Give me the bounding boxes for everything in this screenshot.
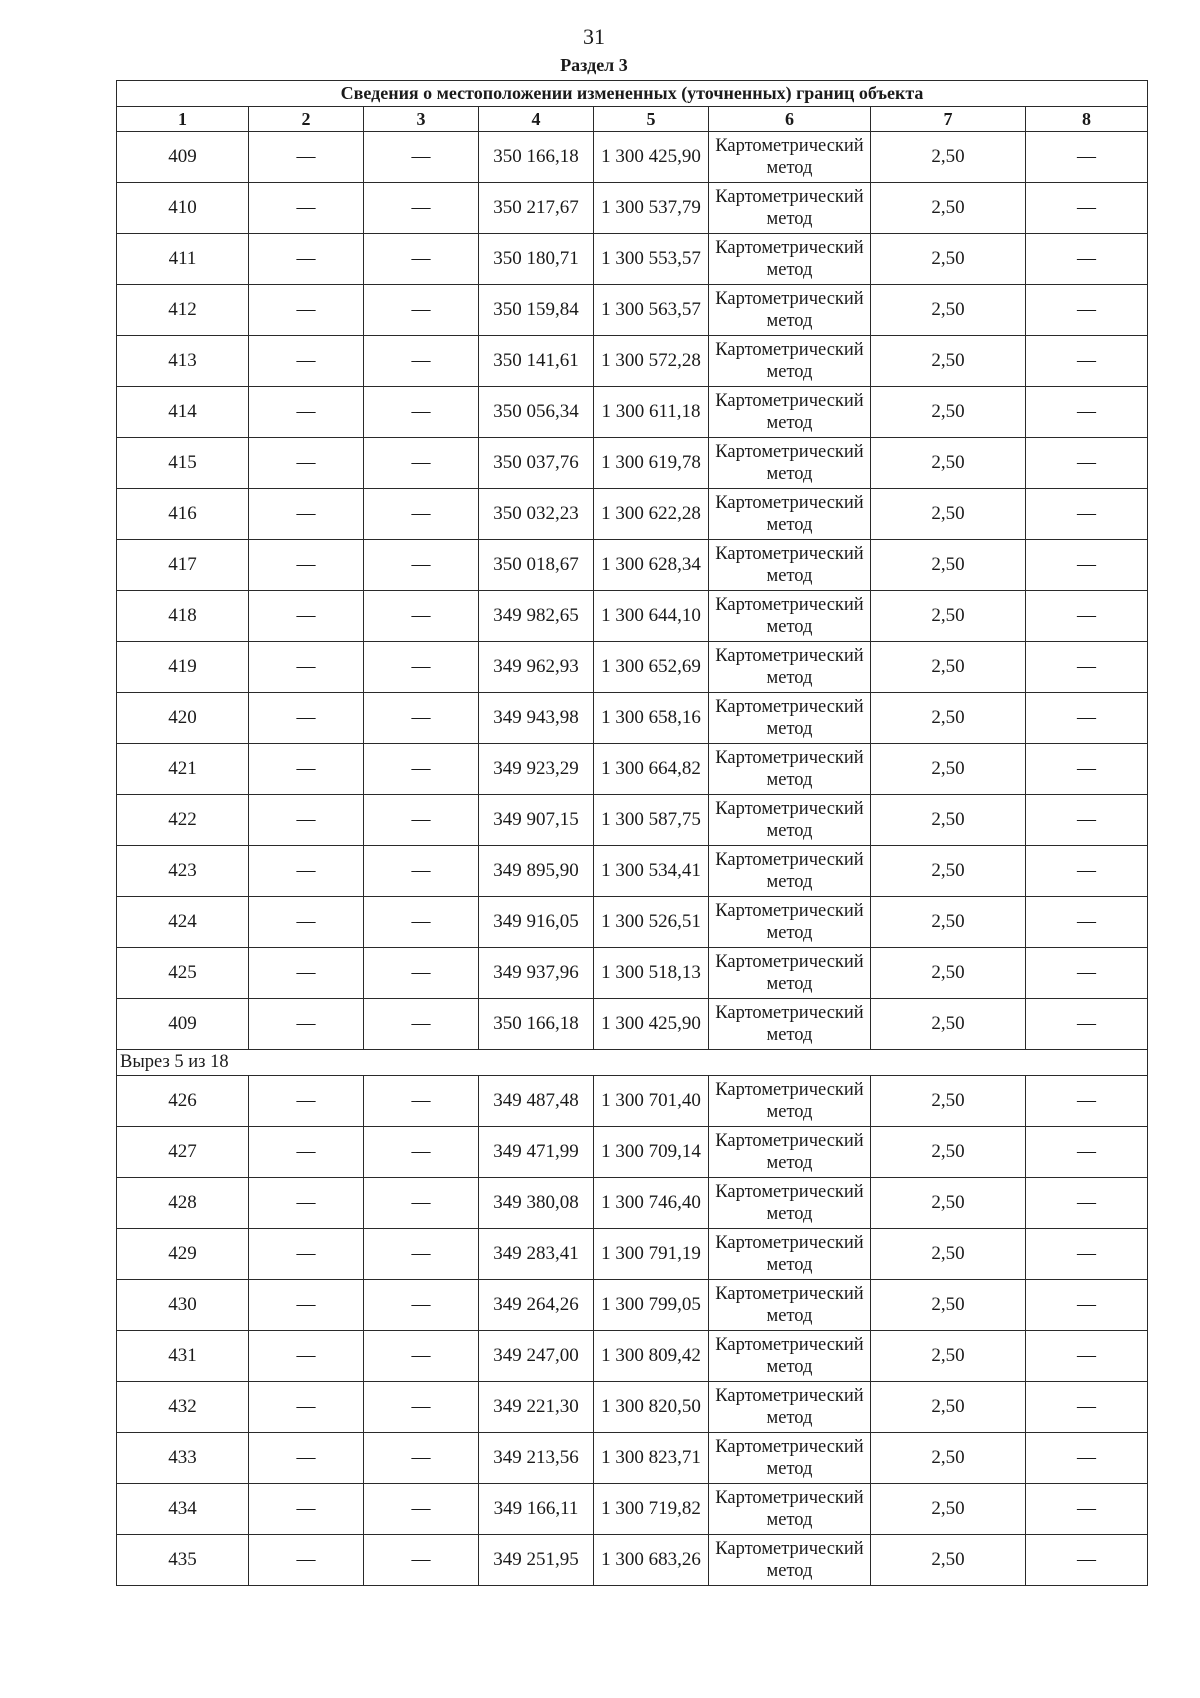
col2-cell: —	[249, 1178, 364, 1229]
method-cell: Картометрический метод	[709, 1331, 871, 1382]
point-number-cell: 433	[117, 1433, 249, 1484]
method-cell: Картометрический метод	[709, 1076, 871, 1127]
table-row	[117, 999, 1148, 1050]
point-number-cell: 417	[117, 540, 249, 591]
x-coordinate-cell: 349 221,30	[479, 1382, 594, 1433]
accuracy-cell: 2,50	[871, 387, 1026, 438]
col3-cell: —	[364, 693, 479, 744]
accuracy-cell: 2,50	[871, 1484, 1026, 1535]
accuracy-cell: 2,50	[871, 1076, 1026, 1127]
col2-cell: —	[249, 744, 364, 795]
point-number-cell: 435	[117, 1535, 249, 1586]
table-row	[117, 1535, 1148, 1586]
table-row	[117, 642, 1148, 693]
column-header: 6	[709, 107, 871, 132]
x-coordinate-cell: 350 037,76	[479, 438, 594, 489]
x-coordinate-cell: 350 018,67	[479, 540, 594, 591]
table-row	[117, 948, 1148, 999]
accuracy-cell: 2,50	[871, 642, 1026, 693]
y-coordinate-cell: 1 300 664,82	[594, 744, 709, 795]
point-number-cell: 427	[117, 1127, 249, 1178]
accuracy-cell: 2,50	[871, 1433, 1026, 1484]
table-row	[117, 540, 1148, 591]
method-cell: Картометрический метод	[709, 744, 871, 795]
col3-cell: —	[364, 285, 479, 336]
table-row	[117, 1382, 1148, 1433]
y-coordinate-cell: 1 300 709,14	[594, 1127, 709, 1178]
table-title: Сведения о местоположении измененных (уточненных) границ объекта	[117, 81, 1148, 107]
x-coordinate-cell: 349 895,90	[479, 846, 594, 897]
col8-cell: —	[1026, 846, 1148, 897]
y-coordinate-cell: 1 300 518,13	[594, 948, 709, 999]
point-number-cell: 418	[117, 591, 249, 642]
method-cell: Картометрический метод	[709, 591, 871, 642]
accuracy-cell: 2,50	[871, 1535, 1026, 1586]
x-coordinate-cell: 350 032,23	[479, 489, 594, 540]
col8-cell: —	[1026, 1127, 1148, 1178]
col2-cell: —	[249, 1127, 364, 1178]
y-coordinate-cell: 1 300 553,57	[594, 234, 709, 285]
x-coordinate-cell: 349 487,48	[479, 1076, 594, 1127]
x-coordinate-cell: 349 962,93	[479, 642, 594, 693]
col2-cell: —	[249, 1535, 364, 1586]
col2-cell: —	[249, 1076, 364, 1127]
col8-cell: —	[1026, 489, 1148, 540]
col8-cell: —	[1026, 540, 1148, 591]
table-row	[117, 846, 1148, 897]
col8-cell: —	[1026, 1382, 1148, 1433]
table-row	[117, 1178, 1148, 1229]
col8-cell: —	[1026, 387, 1148, 438]
table-row	[117, 132, 1148, 183]
y-coordinate-cell: 1 300 683,26	[594, 1535, 709, 1586]
x-coordinate-cell: 350 159,84	[479, 285, 594, 336]
point-number-cell: 414	[117, 387, 249, 438]
method-cell: Картометрический метод	[709, 132, 871, 183]
col2-cell: —	[249, 1484, 364, 1535]
col8-cell: —	[1026, 183, 1148, 234]
col8-cell: —	[1026, 285, 1148, 336]
col3-cell: —	[364, 132, 479, 183]
table-row	[117, 744, 1148, 795]
y-coordinate-cell: 1 300 587,75	[594, 795, 709, 846]
method-cell: Картометрический метод	[709, 489, 871, 540]
y-coordinate-cell: 1 300 823,71	[594, 1433, 709, 1484]
cutout-section-row	[117, 1050, 1148, 1076]
col2-cell: —	[249, 642, 364, 693]
accuracy-cell: 2,50	[871, 132, 1026, 183]
x-coordinate-cell: 349 937,96	[479, 948, 594, 999]
method-cell: Картометрический метод	[709, 540, 871, 591]
method-cell: Картометрический метод	[709, 693, 871, 744]
col3-cell: —	[364, 336, 479, 387]
col3-cell: —	[364, 642, 479, 693]
col8-cell: —	[1026, 234, 1148, 285]
point-number-cell: 422	[117, 795, 249, 846]
column-header-row	[117, 107, 1148, 132]
col3-cell: —	[364, 438, 479, 489]
method-cell: Картометрический метод	[709, 1229, 871, 1280]
x-coordinate-cell: 349 916,05	[479, 897, 594, 948]
col2-cell: —	[249, 438, 364, 489]
col3-cell: —	[364, 1382, 479, 1433]
x-coordinate-cell: 349 471,99	[479, 1127, 594, 1178]
y-coordinate-cell: 1 300 652,69	[594, 642, 709, 693]
col2-cell: —	[249, 285, 364, 336]
col2-cell: —	[249, 489, 364, 540]
y-coordinate-cell: 1 300 622,28	[594, 489, 709, 540]
col2-cell: —	[249, 591, 364, 642]
column-header: 8	[1026, 107, 1148, 132]
col3-cell: —	[364, 744, 479, 795]
method-cell: Картометрический метод	[709, 846, 871, 897]
table-row	[117, 438, 1148, 489]
y-coordinate-cell: 1 300 799,05	[594, 1280, 709, 1331]
point-number-cell: 428	[117, 1178, 249, 1229]
col3-cell: —	[364, 999, 479, 1050]
point-number-cell: 409	[117, 132, 249, 183]
x-coordinate-cell: 350 217,67	[479, 183, 594, 234]
col2-cell: —	[249, 183, 364, 234]
column-header: 4	[479, 107, 594, 132]
accuracy-cell: 2,50	[871, 336, 1026, 387]
col3-cell: —	[364, 795, 479, 846]
accuracy-cell: 2,50	[871, 795, 1026, 846]
col3-cell: —	[364, 846, 479, 897]
y-coordinate-cell: 1 300 746,40	[594, 1178, 709, 1229]
col8-cell: —	[1026, 591, 1148, 642]
col2-cell: —	[249, 948, 364, 999]
col8-cell: —	[1026, 1433, 1148, 1484]
col8-cell: —	[1026, 1076, 1148, 1127]
col8-cell: —	[1026, 1178, 1148, 1229]
col2-cell: —	[249, 132, 364, 183]
x-coordinate-cell: 350 180,71	[479, 234, 594, 285]
table-row	[117, 285, 1148, 336]
col3-cell: —	[364, 234, 479, 285]
point-number-cell: 412	[117, 285, 249, 336]
accuracy-cell: 2,50	[871, 489, 1026, 540]
x-coordinate-cell: 350 166,18	[479, 132, 594, 183]
col2-cell: —	[249, 795, 364, 846]
col2-cell: —	[249, 1433, 364, 1484]
accuracy-cell: 2,50	[871, 540, 1026, 591]
accuracy-cell: 2,50	[871, 1127, 1026, 1178]
x-coordinate-cell: 349 923,29	[479, 744, 594, 795]
col8-cell: —	[1026, 795, 1148, 846]
col8-cell: —	[1026, 1484, 1148, 1535]
x-coordinate-cell: 349 213,56	[479, 1433, 594, 1484]
col2-cell: —	[249, 693, 364, 744]
accuracy-cell: 2,50	[871, 1229, 1026, 1280]
y-coordinate-cell: 1 300 534,41	[594, 846, 709, 897]
col3-cell: —	[364, 540, 479, 591]
col8-cell: —	[1026, 438, 1148, 489]
x-coordinate-cell: 349 907,15	[479, 795, 594, 846]
point-number-cell: 413	[117, 336, 249, 387]
table-row	[117, 489, 1148, 540]
col3-cell: —	[364, 1484, 479, 1535]
col2-cell: —	[249, 1229, 364, 1280]
y-coordinate-cell: 1 300 658,16	[594, 693, 709, 744]
method-cell: Картометрический метод	[709, 285, 871, 336]
col8-cell: —	[1026, 1331, 1148, 1382]
col2-cell: —	[249, 387, 364, 438]
table-row	[117, 897, 1148, 948]
column-header: 1	[117, 107, 249, 132]
y-coordinate-cell: 1 300 563,57	[594, 285, 709, 336]
x-coordinate-cell: 350 056,34	[479, 387, 594, 438]
x-coordinate-cell: 349 943,98	[479, 693, 594, 744]
col8-cell: —	[1026, 336, 1148, 387]
column-header: 2	[249, 107, 364, 132]
x-coordinate-cell: 350 141,61	[479, 336, 594, 387]
point-number-cell: 430	[117, 1280, 249, 1331]
column-header: 3	[364, 107, 479, 132]
table-row	[117, 183, 1148, 234]
y-coordinate-cell: 1 300 425,90	[594, 132, 709, 183]
table-row	[117, 1433, 1148, 1484]
y-coordinate-cell: 1 300 820,50	[594, 1382, 709, 1433]
table-row	[117, 795, 1148, 846]
y-coordinate-cell: 1 300 791,19	[594, 1229, 709, 1280]
col3-cell: —	[364, 489, 479, 540]
col3-cell: —	[364, 1178, 479, 1229]
table-body	[117, 81, 1148, 1586]
accuracy-cell: 2,50	[871, 183, 1026, 234]
col8-cell: —	[1026, 948, 1148, 999]
cutout-section-label: Вырез 5 из 18	[117, 1050, 1148, 1076]
col3-cell: —	[364, 1127, 479, 1178]
col8-cell: —	[1026, 744, 1148, 795]
x-coordinate-cell: 349 251,95	[479, 1535, 594, 1586]
accuracy-cell: 2,50	[871, 846, 1026, 897]
col2-cell: —	[249, 234, 364, 285]
col2-cell: —	[249, 1382, 364, 1433]
col3-cell: —	[364, 1280, 479, 1331]
accuracy-cell: 2,50	[871, 1280, 1026, 1331]
table-row	[117, 1127, 1148, 1178]
page-number: 31	[583, 24, 605, 49]
method-cell: Картометрический метод	[709, 642, 871, 693]
method-cell: Картометрический метод	[709, 387, 871, 438]
col8-cell: —	[1026, 897, 1148, 948]
point-number-cell: 434	[117, 1484, 249, 1535]
method-cell: Картометрический метод	[709, 999, 871, 1050]
y-coordinate-cell: 1 300 537,79	[594, 183, 709, 234]
method-cell: Картометрический метод	[709, 438, 871, 489]
accuracy-cell: 2,50	[871, 693, 1026, 744]
col2-cell: —	[249, 1331, 364, 1382]
table-row	[117, 387, 1148, 438]
x-coordinate-cell: 349 166,11	[479, 1484, 594, 1535]
y-coordinate-cell: 1 300 526,51	[594, 897, 709, 948]
point-number-cell: 420	[117, 693, 249, 744]
col8-cell: —	[1026, 693, 1148, 744]
col3-cell: —	[364, 1229, 479, 1280]
table-row	[117, 1076, 1148, 1127]
col2-cell: —	[249, 999, 364, 1050]
col2-cell: —	[249, 1280, 364, 1331]
method-cell: Картометрический метод	[709, 948, 871, 999]
accuracy-cell: 2,50	[871, 744, 1026, 795]
point-number-cell: 421	[117, 744, 249, 795]
col2-cell: —	[249, 336, 364, 387]
y-coordinate-cell: 1 300 701,40	[594, 1076, 709, 1127]
col8-cell: —	[1026, 642, 1148, 693]
col8-cell: —	[1026, 1229, 1148, 1280]
x-coordinate-cell: 349 283,41	[479, 1229, 594, 1280]
x-coordinate-cell: 349 380,08	[479, 1178, 594, 1229]
method-cell: Картометрический метод	[709, 795, 871, 846]
col2-cell: —	[249, 540, 364, 591]
col8-cell: —	[1026, 1280, 1148, 1331]
table-row	[117, 1484, 1148, 1535]
accuracy-cell: 2,50	[871, 438, 1026, 489]
x-coordinate-cell: 349 982,65	[479, 591, 594, 642]
section-title: Раздел 3	[560, 55, 628, 75]
point-number-cell: 426	[117, 1076, 249, 1127]
col3-cell: —	[364, 948, 479, 999]
method-cell: Картометрический метод	[709, 1127, 871, 1178]
x-coordinate-cell: 350 166,18	[479, 999, 594, 1050]
col8-cell: —	[1026, 1535, 1148, 1586]
accuracy-cell: 2,50	[871, 285, 1026, 336]
table-row	[117, 1229, 1148, 1280]
method-cell: Картометрический метод	[709, 1484, 871, 1535]
accuracy-cell: 2,50	[871, 1331, 1026, 1382]
col3-cell: —	[364, 183, 479, 234]
point-number-cell: 409	[117, 999, 249, 1050]
accuracy-cell: 2,50	[871, 591, 1026, 642]
point-number-cell: 423	[117, 846, 249, 897]
col3-cell: —	[364, 1076, 479, 1127]
accuracy-cell: 2,50	[871, 234, 1026, 285]
accuracy-cell: 2,50	[871, 999, 1026, 1050]
column-header: 5	[594, 107, 709, 132]
point-number-cell: 410	[117, 183, 249, 234]
accuracy-cell: 2,50	[871, 897, 1026, 948]
method-cell: Картометрический метод	[709, 1178, 871, 1229]
boundary-table	[116, 80, 1148, 1586]
col8-cell: —	[1026, 132, 1148, 183]
point-number-cell: 411	[117, 234, 249, 285]
point-number-cell: 429	[117, 1229, 249, 1280]
method-cell: Картометрический метод	[709, 1535, 871, 1586]
col3-cell: —	[364, 387, 479, 438]
point-number-cell: 415	[117, 438, 249, 489]
method-cell: Картометрический метод	[709, 1433, 871, 1484]
point-number-cell: 425	[117, 948, 249, 999]
method-cell: Картометрический метод	[709, 897, 871, 948]
y-coordinate-cell: 1 300 425,90	[594, 999, 709, 1050]
col2-cell: —	[249, 846, 364, 897]
point-number-cell: 431	[117, 1331, 249, 1382]
point-number-cell: 424	[117, 897, 249, 948]
y-coordinate-cell: 1 300 809,42	[594, 1331, 709, 1382]
col8-cell: —	[1026, 999, 1148, 1050]
col3-cell: —	[364, 1433, 479, 1484]
table-row	[117, 336, 1148, 387]
col3-cell: —	[364, 1535, 479, 1586]
col3-cell: —	[364, 1331, 479, 1382]
y-coordinate-cell: 1 300 619,78	[594, 438, 709, 489]
method-cell: Картометрический метод	[709, 336, 871, 387]
table-row	[117, 1331, 1148, 1382]
method-cell: Картометрический метод	[709, 234, 871, 285]
table-title-row	[117, 81, 1148, 107]
table-row	[117, 234, 1148, 285]
col2-cell: —	[249, 897, 364, 948]
table-row	[117, 591, 1148, 642]
y-coordinate-cell: 1 300 719,82	[594, 1484, 709, 1535]
point-number-cell: 419	[117, 642, 249, 693]
y-coordinate-cell: 1 300 628,34	[594, 540, 709, 591]
accuracy-cell: 2,50	[871, 1178, 1026, 1229]
y-coordinate-cell: 1 300 611,18	[594, 387, 709, 438]
method-cell: Картометрический метод	[709, 183, 871, 234]
x-coordinate-cell: 349 247,00	[479, 1331, 594, 1382]
col3-cell: —	[364, 897, 479, 948]
method-cell: Картометрический метод	[709, 1382, 871, 1433]
table-row	[117, 693, 1148, 744]
point-number-cell: 416	[117, 489, 249, 540]
x-coordinate-cell: 349 264,26	[479, 1280, 594, 1331]
point-number-cell: 432	[117, 1382, 249, 1433]
accuracy-cell: 2,50	[871, 1382, 1026, 1433]
method-cell: Картометрический метод	[709, 1280, 871, 1331]
col3-cell: —	[364, 591, 479, 642]
table-row	[117, 1280, 1148, 1331]
y-coordinate-cell: 1 300 644,10	[594, 591, 709, 642]
column-header: 7	[871, 107, 1026, 132]
y-coordinate-cell: 1 300 572,28	[594, 336, 709, 387]
accuracy-cell: 2,50	[871, 948, 1026, 999]
